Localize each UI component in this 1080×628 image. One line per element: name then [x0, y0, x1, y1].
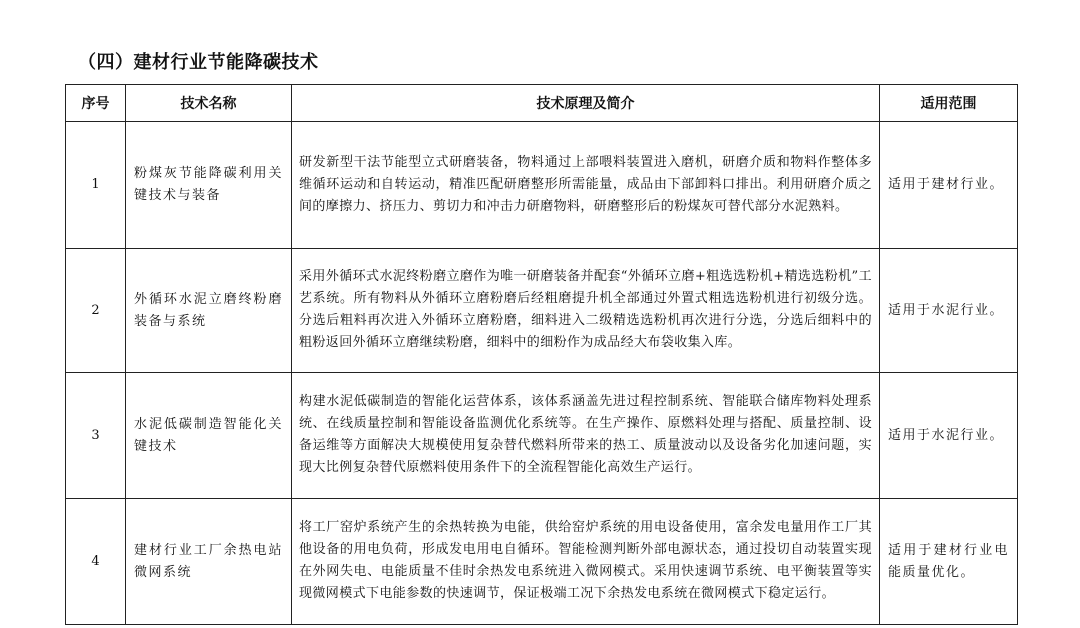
section-title: （四）建材行业节能降碳技术	[78, 52, 319, 73]
row-desc: 采用外循环式水泥终粉磨立磨作为唯一研磨装备并配套“外循环立磨+粗选选粉机+精选选粉机”工艺系统。所有物料从外循环立磨粉磨后经粗磨提升机全部通过外置式粗选选粉机进行初级分选。分选后粗料再次进入外循环立磨粉磨，细料进入二级精选选粉机再次进行分选，分选后细料中的粗粉返回外循环立磨继续粉磨，细料中的细粉作为成品经大布袋收集入库。	[292, 249, 880, 373]
row-desc: 研发新型干法节能型立式研磨装备，物料通过上部喂料装置进入磨机，研磨介质和物料作整体多维循环运动和自转运动，精准匹配研磨整形所需能量，成品由下部卸料口排出。利用研磨介质之间的摩擦力、挤压力、剪切力和冲击力研磨物料，研磨整形后的粉煤灰可替代部分水泥熟料。	[292, 122, 880, 249]
row-no: 1	[66, 122, 126, 249]
technology-table	[65, 84, 1018, 625]
row-no: 3	[66, 373, 126, 499]
header-name: 技术名称	[126, 85, 292, 122]
row-name: 外循环水泥立磨终粉磨装备与系统	[126, 249, 292, 373]
row-scope: 适用于水泥行业。	[880, 373, 1018, 499]
row-scope: 适用于水泥行业。	[880, 249, 1018, 373]
table-row	[66, 373, 1018, 499]
table-row	[66, 499, 1018, 625]
row-name: 粉煤灰节能降碳利用关键技术与装备	[126, 122, 292, 249]
header-desc: 技术原理及简介	[292, 85, 880, 122]
header-scope: 适用范围	[880, 85, 1018, 122]
row-name: 建材行业工厂余热电站微网系统	[126, 499, 292, 625]
table-header-row	[66, 85, 1018, 122]
row-scope: 适用于建材行业。	[880, 122, 1018, 249]
row-desc: 将工厂窑炉系统产生的余热转换为电能，供给窑炉系统的用电设备使用，富余发电量用作工厂其他设备的用电负荷，形成发电用电自循环。智能检测判断外部电源状态，通过投切自动装置实现在外网失电、电能质量不佳时余热发电系统进入微网模式。采用快速调节系统、电平衡装置等实现微网模式下电能参数的快速调节，保证极端工况下余热发电系统在微网模式下稳定运行。	[292, 499, 880, 625]
row-desc: 构建水泥低碳制造的智能化运营体系，该体系涵盖先进过程控制系统、智能联合储库物料处理系统、在线质量控制和智能设备监测优化系统等。在生产操作、原燃料处理与搭配、质量控制、设备运维等方面解决大规模使用复杂替代燃料所带来的热工、质量波动以及设备劣化加速问题，实现大比例复杂替代原燃料使用条件下的全流程智能化高效生产运行。	[292, 373, 880, 499]
row-no: 4	[66, 499, 126, 625]
row-scope: 适用于建材行业电能质量优化。	[880, 499, 1018, 625]
table-row	[66, 249, 1018, 373]
header-no: 序号	[66, 85, 126, 122]
table-row	[66, 122, 1018, 249]
row-name: 水泥低碳制造智能化关键技术	[126, 373, 292, 499]
row-no: 2	[66, 249, 126, 373]
